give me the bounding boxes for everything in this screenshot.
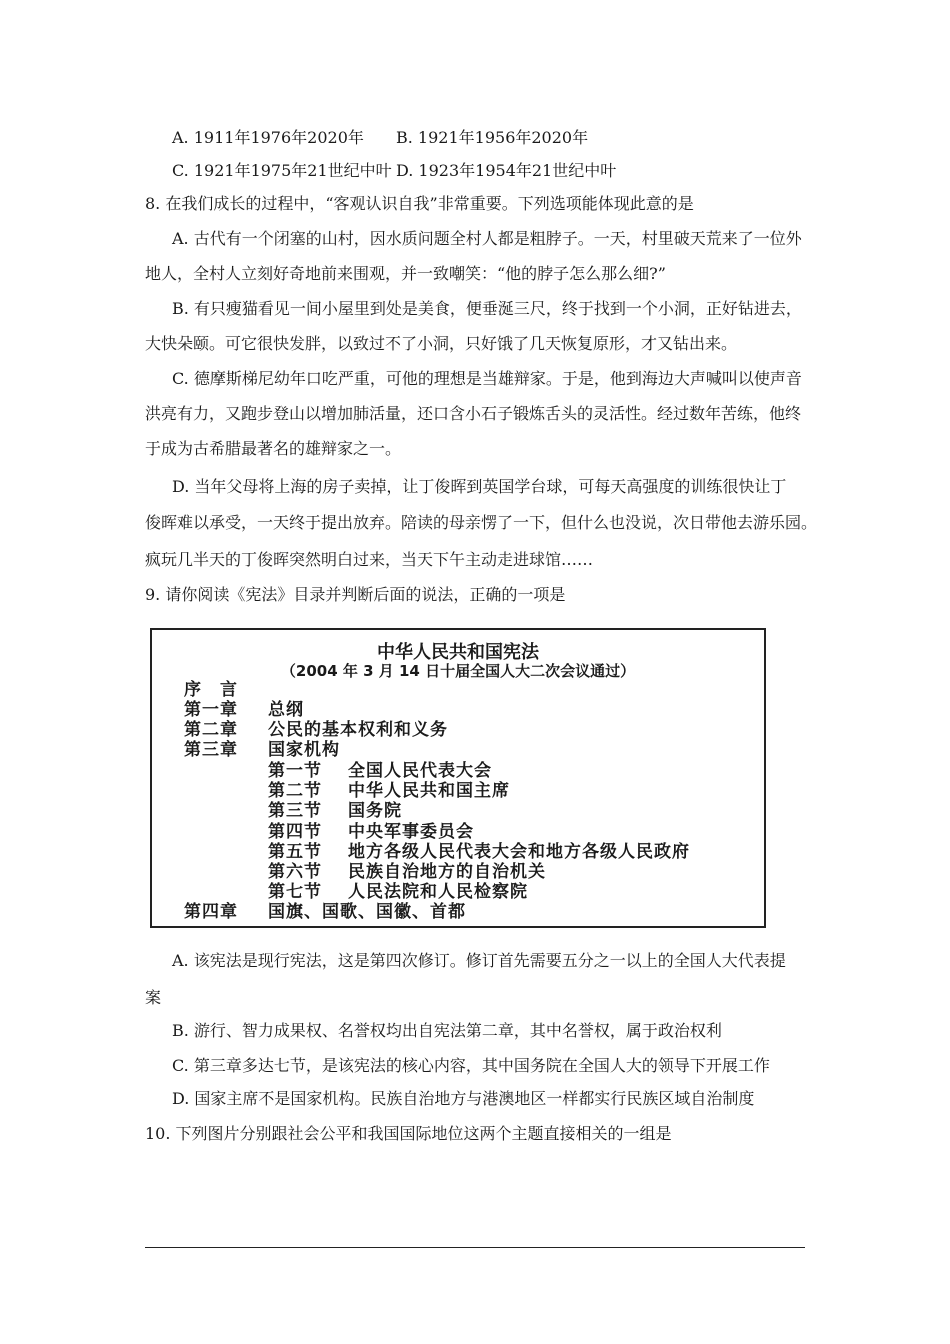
q9-option-c: C. 第三章多达七节，是该宪法的核心内容，其中国务院在全国人大的领导下开展工作 [172,1056,770,1075]
toc-label-preface: 序 言 [184,680,238,700]
q9-stem: 9. 请你阅读《宪法》目录并判断后面的说法，正确的一项是 [145,585,566,604]
toc-text-section5: 地方各级人民代表大会和地方各级人民政府 [348,842,690,862]
q7-option-d: D. 1923年1954年21世纪中叶 [396,161,617,180]
toc-label-section6: 第六节 [268,862,322,882]
toc-label-section5: 第五节 [268,842,322,862]
toc-text-section1: 全国人民代表大会 [348,761,492,781]
q8-option-a-line1: A. 古代有一个闭塞的山村，因水质问题全村人都是粗脖子。一天，村里破天荒来了一位外 [172,229,802,248]
q8-option-a-line2: 地人，全村人立刻好奇地前来围观，并一致嘲笑：“他的脖子怎么那么细?” [145,264,666,283]
toc-label-section7: 第七节 [268,882,322,902]
q8-option-b-line2: 大快朵颐。可它很快发胖，以致过不了小洞，只好饿了几天恢复原形，才又钻出来。 [145,334,738,353]
toc-text-section2: 中华人民共和国主席 [348,781,510,801]
q7-option-c: C. 1921年1975年21世纪中叶 [172,161,392,180]
toc-label-chapter2: 第二章 [184,720,238,740]
q9-option-a-line1: A. 该宪法是现行宪法，这是第四次修订。修订首先需要五分之一以上的全国人大代表提 [172,951,786,970]
toc-label-section2: 第二节 [268,781,322,801]
toc-label-section4: 第四节 [268,822,322,842]
q9-option-d: D. 国家主席不是国家机构。民族自治地方与港澳地区一样都实行民族区域自治制度 [172,1089,755,1108]
toc-label-chapter1: 第一章 [184,700,238,720]
q8-option-d-line1: D. 当年父母将上海的房子卖掉，让丁俊晖到英国学台球，可每天高强度的训练很快让丁 [172,477,787,496]
toc-text-chapter2: 公民的基本权利和义务 [268,720,448,740]
q9-option-a-line2: 案 [145,988,162,1007]
toc-label-chapter3: 第三章 [184,740,238,760]
toc-text-section4: 中央军事委员会 [348,822,474,842]
toc-text-section7: 人民法院和人民检察院 [348,882,528,902]
q10-stem: 10. 下列图片分别跟社会公平和我国国际地位这两个主题直接相关的一组是 [145,1124,672,1143]
toc-text-section6: 民族自治地方的自治机关 [348,862,546,882]
q8-option-c-line3: 于成为古希腊最著名的雄辩家之一。 [145,439,402,458]
q8-option-c-line2: 洪亮有力，又跑步登山以增加肺活量，还口含小石子锻炼舌头的灵活性。经过数年苦练，他终 [145,404,802,423]
q7-option-b: B. 1921年1956年2020年 [396,128,589,147]
toc-label-chapter4: 第四章 [184,902,238,922]
toc-title: 中华人民共和国宪法 [377,642,539,663]
toc-text-chapter1: 总纲 [268,700,304,720]
constitution-toc-figure [150,628,766,928]
q8-option-d-line2: 俊晖难以承受，一天终于提出放弃。陪读的母亲愣了一下，但什么也没说，次日带他去游乐园。 [145,513,818,532]
q8-option-c-line1: C. 德摩斯梯尼幼年口吃严重，可他的理想是当雄辩家。于是，他到海边大声喊叫以使声音 [172,369,802,388]
footer-divider [145,1247,805,1248]
toc-subtitle: （2004 年 3 月 14 日十届全国人大二次会议通过） [280,662,636,680]
toc-label-section1: 第一节 [268,761,322,781]
toc-text-chapter4: 国旗、国歌、国徽、首都 [268,902,466,922]
q8-option-d-line3: 疯玩几半天的丁俊晖突然明白过来，当天下午主动走进球馆…… [145,550,594,569]
toc-text-chapter3: 国家机构 [268,740,340,760]
toc-label-section3: 第三节 [268,801,322,821]
q8-option-b-line1: B. 有只瘦猫看见一间小屋里到处是美食，便垂涎三尺，终于找到一个小洞，正好钻进去， [172,299,802,318]
toc-text-section3: 国务院 [348,801,402,821]
q7-option-a: A. 1911年1976年2020年 [172,128,364,147]
q9-option-b: B. 游行、智力成果权、名誉权均出自宪法第二章，其中名誉权，属于政治权利 [172,1021,722,1040]
q8-stem: 8. 在我们成长的过程中，“客观认识自我”非常重要。下列选项能体现此意的是 [145,194,694,213]
